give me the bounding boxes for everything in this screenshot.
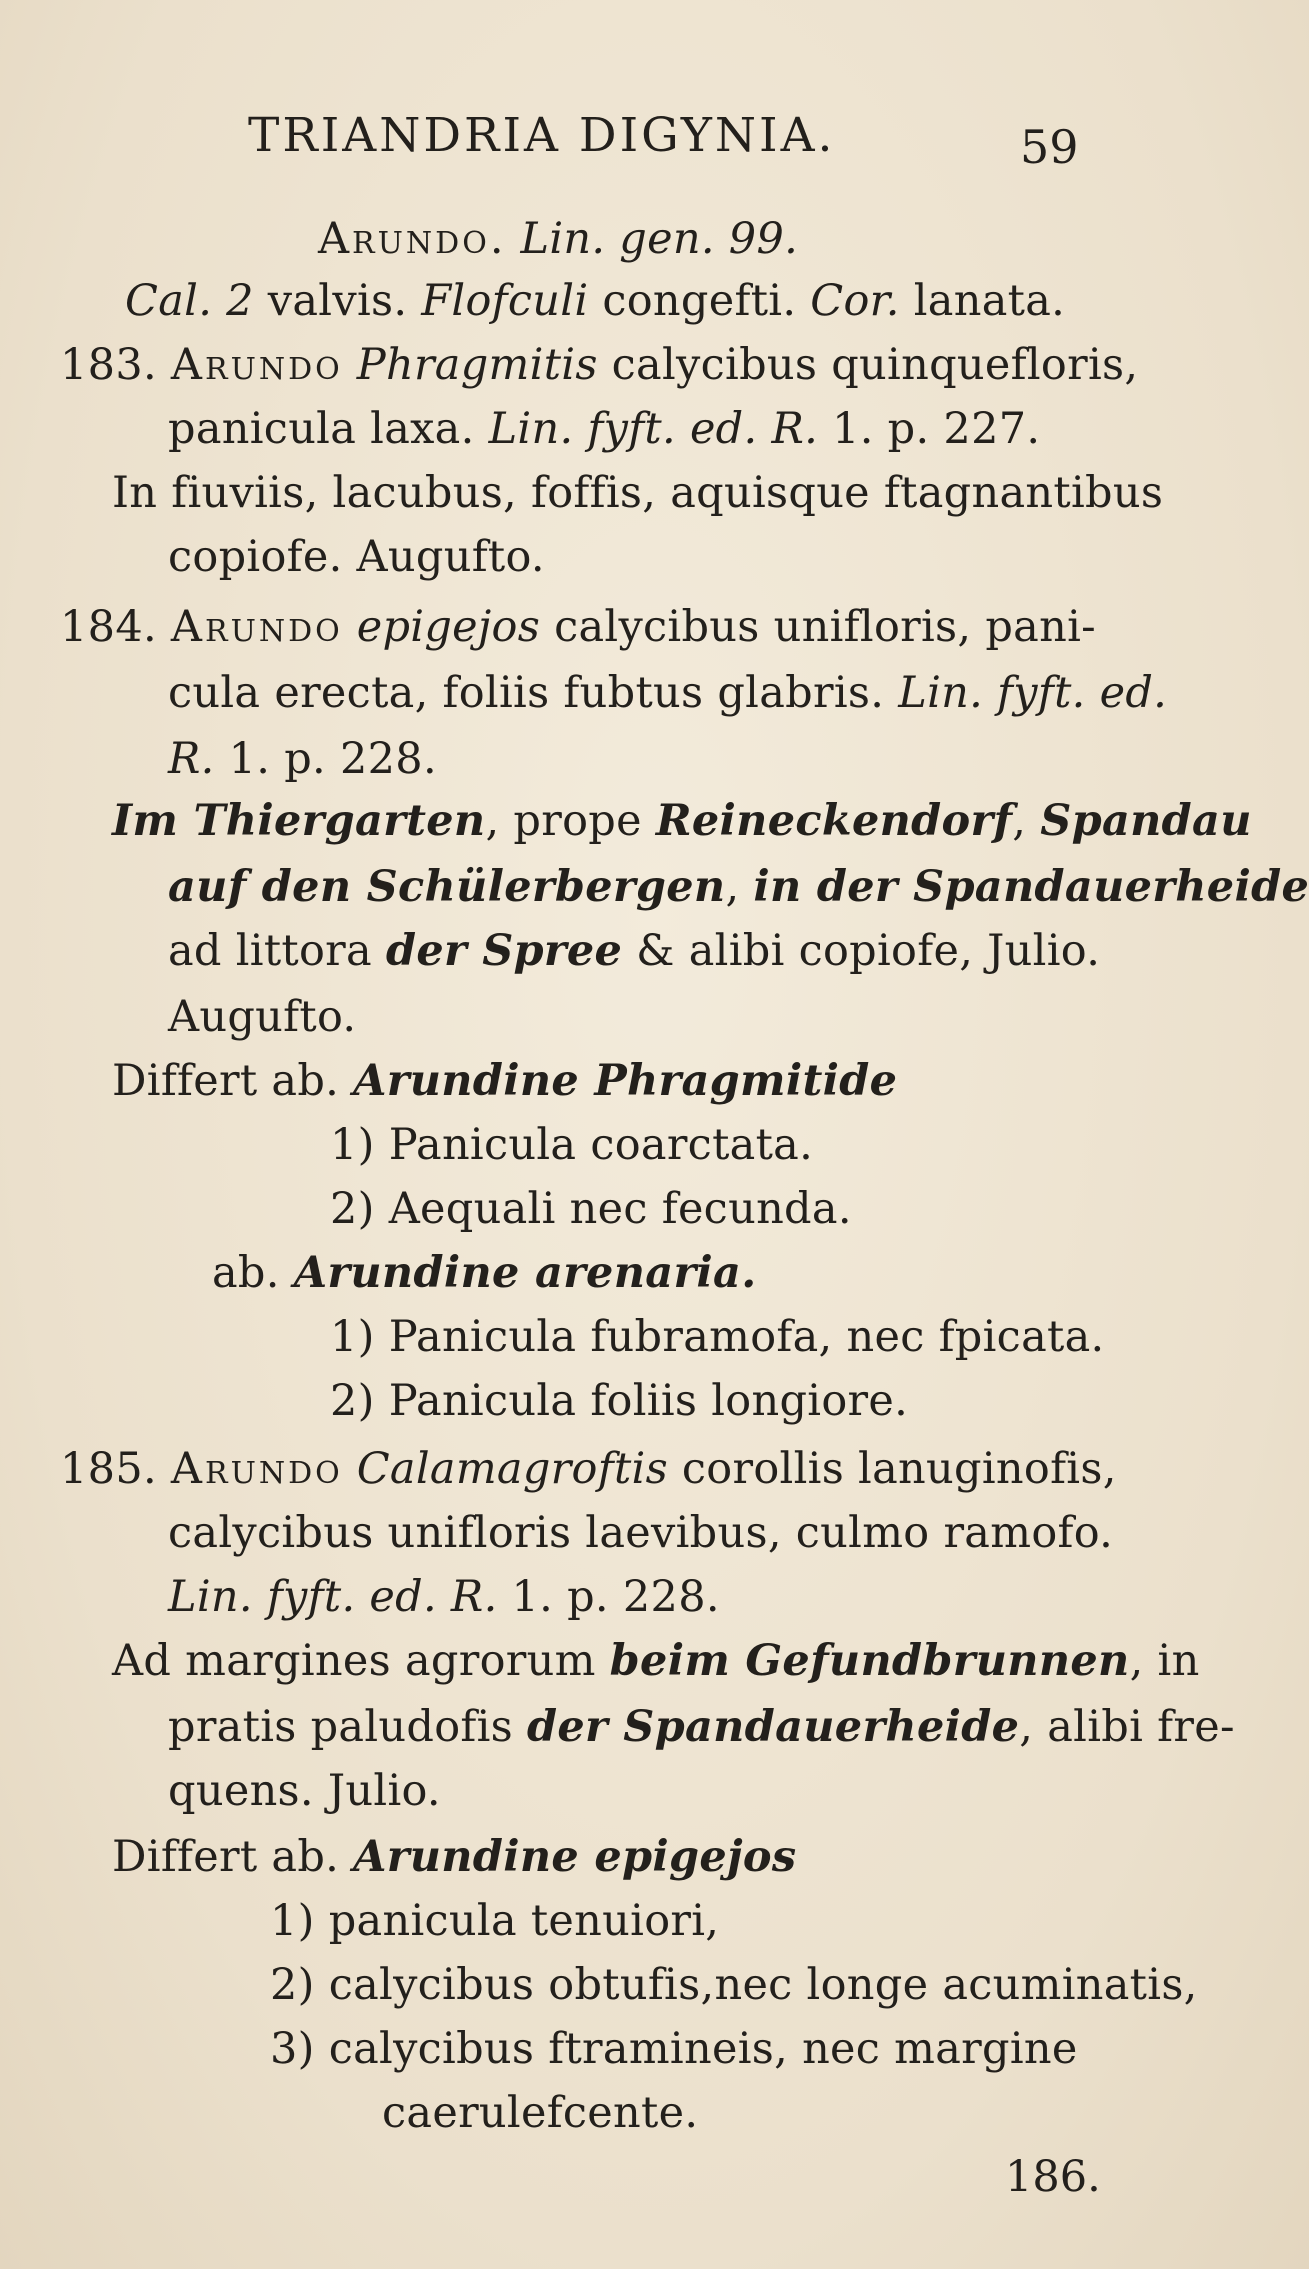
species-183-habitat-cont: copiofe. Augufto. <box>168 532 545 582</box>
species-184-diff-2: 2) Aequali nec fecunda. <box>330 1184 852 1234</box>
species-184-habitat: Im Thiergarten, prope Reineckendorf, Spandau <box>112 796 1252 846</box>
species-185-habitat-3: quens. Julio. <box>168 1766 441 1816</box>
species-184-diff-3: 1) Panicula fubramofa, nec fpicata. <box>330 1312 1105 1362</box>
species-184-ab: ab. Arundine arenaria. <box>212 1248 757 1298</box>
genus-ref: Lin. gen. 99. <box>520 214 799 264</box>
species-184-differt: Differt ab. Arundine Phragmitide <box>112 1056 898 1106</box>
species-185-diff-2: 2) calycibus obtufis,nec longe acuminatis, <box>270 1960 1198 2010</box>
species-185-desc: calycibus unifloris laevibus, culmo ramofo. <box>168 1508 1114 1558</box>
species-184-diff-1: 1) Panicula coarctata. <box>330 1120 814 1170</box>
running-header: TRIANDRIA DIGYNIA. <box>248 108 836 163</box>
species-184-desc: cula erecta, foliis fubtus glabris. Lin. fyft. ed. <box>168 668 1168 718</box>
species-number: 185. <box>60 1444 157 1494</box>
species-184-ref: R. 1. p. 228. <box>168 734 437 784</box>
genus-heading <box>318 214 799 264</box>
genus-character: Cal. 2 valvis. Flofculi congefti. Cor. lanata. <box>125 276 1066 326</box>
species-number: 184. <box>60 602 157 652</box>
page-number: 59 <box>1020 120 1079 174</box>
species-185-habitat-2: pratis paludofis der Spandauerheide, alibi fre- <box>168 1702 1235 1752</box>
species-184-diff-4: 2) Panicula foliis longiore. <box>330 1376 909 1426</box>
species-183-habitat: In fiuviis, lacubus, foffis, aquisque ftagnantibus <box>112 468 1164 518</box>
species-number: 183. <box>60 340 157 390</box>
species-185-diff-1: 1) panicula tenuiori, <box>270 1896 720 1946</box>
species-183-title: 183. Arundo Phragmitis calycibus quinquefloris, <box>60 340 1139 390</box>
species-185-title: 185. Arundo Calamagroftis corollis lanuginofis, <box>60 1444 1117 1494</box>
species-185-diff-3: 3) calycibus ftramineis, nec margine <box>270 2024 1078 2074</box>
catchword: 186. <box>1005 2152 1101 2202</box>
species-184-title: 184. Arundo epigejos calycibus unifloris, pani- <box>60 602 1096 652</box>
species-184-habitat-3: ad littora der Spree & alibi copiofe, Julio. <box>168 926 1101 976</box>
genus-name: Arundo. <box>318 214 507 264</box>
species-185-habitat: Ad margines agrorum beim Gefundbrunnen, in <box>112 1636 1200 1686</box>
species-184-habitat-2: auf den Schülerbergen, in der Spandauerheide <box>168 862 1309 912</box>
species-185-differt: Differt ab. Arundine epigejos <box>112 1832 797 1882</box>
species-184-habitat-4: Augufto. <box>168 992 357 1042</box>
species-185-ref: Lin. fyft. ed. R. 1. p. 228. <box>168 1572 720 1622</box>
species-185-diff-4: caerulefcente. <box>382 2088 699 2138</box>
species-183-ref: panicula laxa. Lin. fyft. ed. R. 1. p. 227. <box>168 404 1041 454</box>
